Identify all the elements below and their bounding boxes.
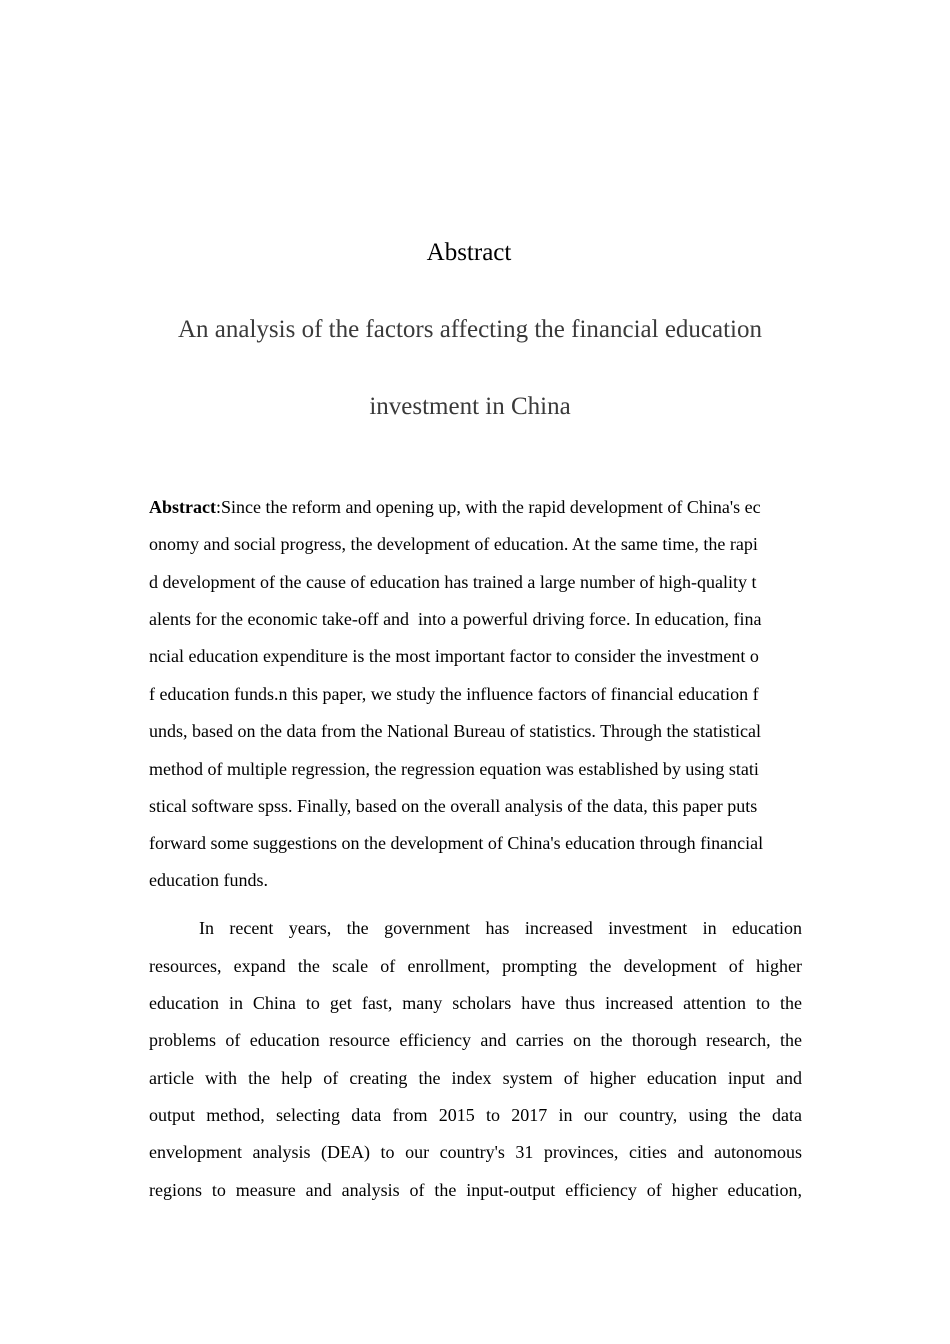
abstract-label: Abstract	[149, 497, 216, 517]
abstract-line-5: ncial education expenditure is the most important factor to consider the investment o	[149, 646, 759, 666]
abstract-line-7: unds, based on the data from the National Bureau of statistics. Through the statistical	[149, 721, 762, 741]
body-line-5: article with the help of creating the index system of higher education input and	[149, 1068, 802, 1088]
abstract-line-1	[149, 496, 802, 518]
abstract-heading: Abstract	[426, 239, 512, 266]
abstract-line-1-text: :Since the reform and opening up, with the rapid development of China's ec	[215, 497, 761, 517]
abstract-line-11: education funds.	[149, 870, 268, 890]
abstract-line-6: f education funds.n this paper, we study the influence factors of financial education f	[149, 684, 759, 704]
paper-title-line-2: investment in China	[369, 393, 571, 420]
body-line-6: output method, selecting data from 2015 to 2017 in our country, using the data	[149, 1105, 802, 1125]
abstract-line-3: d development of the cause of education has trained a large number of high-quality t	[149, 572, 757, 592]
body-line-4: problems of education resource efficiency and carries on the thorough research, the	[149, 1030, 802, 1050]
abstract-line-8: method of multiple regression, the regression equation was established by using stati	[149, 759, 759, 779]
body-line-8: regions to measure and analysis of the input-output efficiency of higher education,	[149, 1180, 802, 1200]
abstract-line-2: onomy and social progress, the development of education. At the same time, the rapi	[149, 534, 758, 554]
body-line-7: envelopment analysis (DEA) to our country's 31 provinces, cities and autonomous	[149, 1142, 802, 1162]
abstract-line-4: alents for the economic take-off and into a powerful driving force. In education, fina	[149, 609, 762, 629]
body-line-2: resources, expand the scale of enrollment, prompting the development of higher	[149, 956, 802, 976]
abstract-line-9: stical software spss. Finally, based on the overall analysis of the data, this paper puts	[149, 796, 758, 816]
abstract-line-10: forward some suggestions on the development of China's education through financial	[149, 833, 764, 853]
body-line-1: In recent years, the government has increased investment in education	[199, 918, 802, 938]
paper-title-line-1: An analysis of the factors affecting the financial education	[177, 316, 763, 343]
body-line-3: education in China to get fast, many scholars have thus increased attention to the	[149, 993, 802, 1013]
